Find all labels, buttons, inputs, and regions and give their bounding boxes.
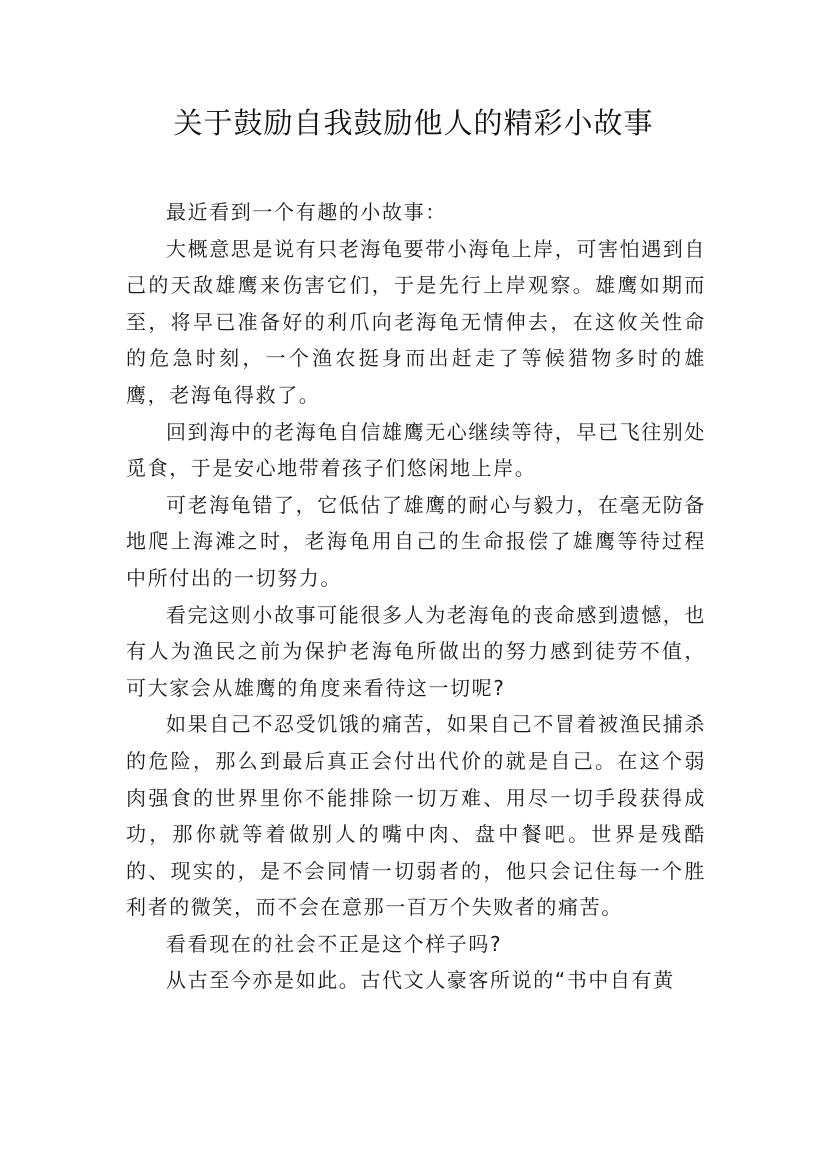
paragraph: 看完这则小故事可能很多人为老海龟的丧命感到遗憾，也有人为渔民之前为保护老海龟所做出的努力感到徒劳不值，可大家会从雄鹰的角度来看待这一切呢? xyxy=(126,602,706,700)
paragraph: 从古至今亦是如此。古代文人豪客所说的“书中自有黄 xyxy=(166,968,675,993)
paragraph: 回到海中的老海龟自信雄鹰无心继续等待，早已飞往别处觅食，于是安心地带着孩子们悠闲地上岸。 xyxy=(126,419,706,481)
paragraph: 最近看到一个有趣的小故事： xyxy=(166,200,447,224)
document-title: 关于鼓励自我鼓励他人的精彩小故事 xyxy=(173,106,654,140)
paragraph: 大概意思是说有只老海龟要带小海龟上岸，可害怕遇到自己的天敌雄鹰来伤害它们，于是先行上岸观察。雄鹰如期而至，将早已准备好的利爪向老海龟无情伸去，在这攸关性命的危急时刻，一个渔农挺身而出赶走了等候猎物多时的雄鹰，老海龟得救了。 xyxy=(126,236,706,407)
paragraph: 看看现在的社会不正是这个样子吗? xyxy=(166,931,503,956)
paragraph: 如果自己不忍受饥饿的痛苦，如果自己不冒着被渔民捕杀的危险，那么到最后真正会付出代价的就是自己。在这个弱肉强食的世界里你不能排除一切万难、用尽一切手段获得成功，那你就等着做别人的嘴中肉、盘中餐吧。世界是残酷的、现实的，是不会同情一切弱者的，他只会记住每一个胜利者的微笑，而不会在意那一百万个失败者的痛苦。 xyxy=(126,712,706,920)
document-body xyxy=(126,194,706,999)
paragraph: 可老海龟错了，它低估了雄鹰的耐心与毅力，在毫无防备地爬上海滩之时，老海龟用自己的生命报偿了雄鹰等待过程中所付出的一切努力。 xyxy=(126,492,706,590)
